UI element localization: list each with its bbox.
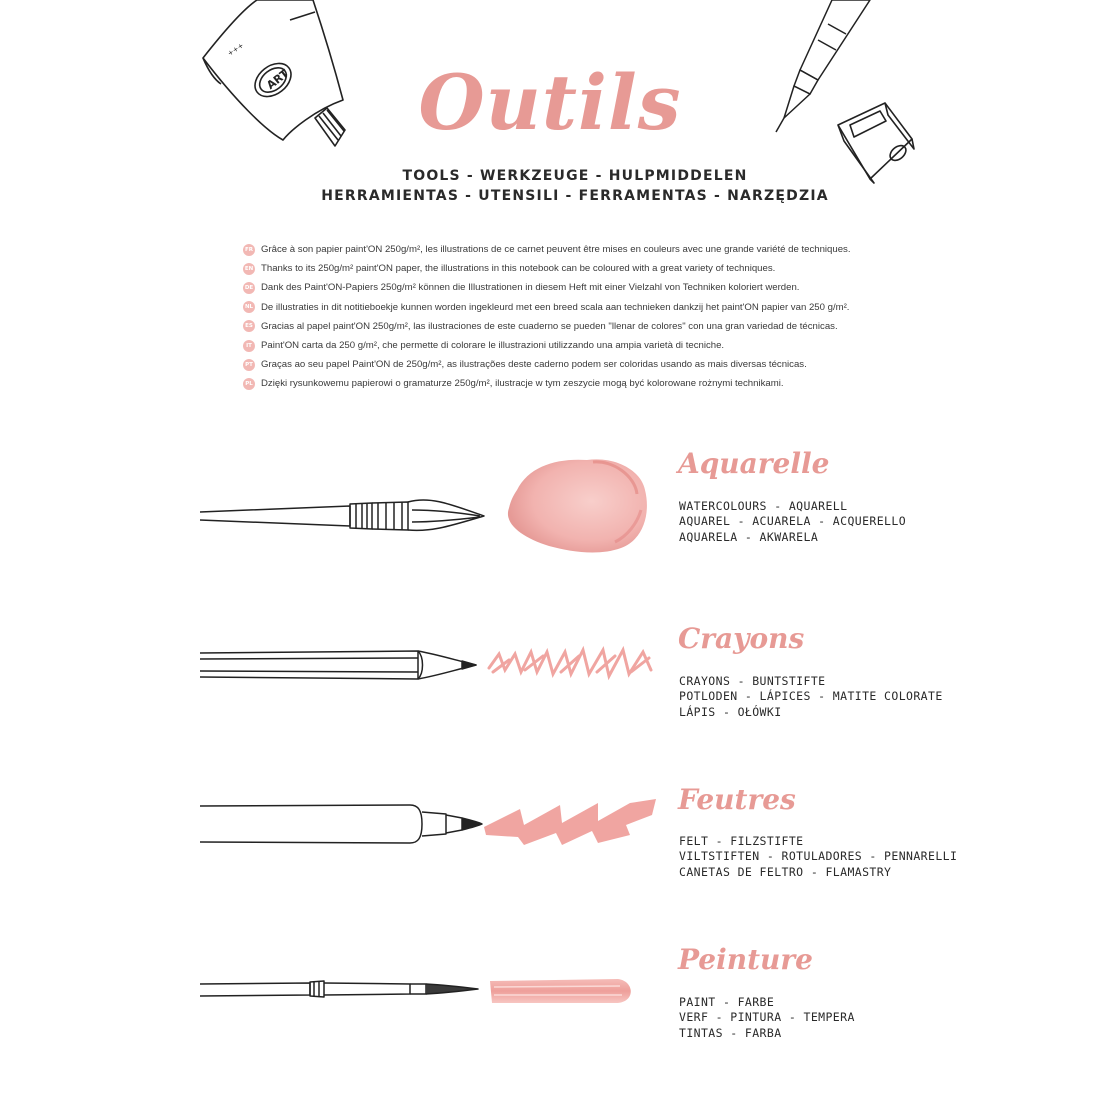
tool-line: PAINT - FARBE	[679, 995, 775, 1009]
intro-text: Dzięki rysunkowemu papierowi o gramaturze 250g/m², ilustracje w tym zeszycie mogą być kolorowane rożnymi technikami.	[261, 378, 784, 390]
language-badge: EN	[243, 263, 255, 275]
language-badge: IT	[243, 340, 255, 352]
tool-lines-feutres	[679, 834, 957, 880]
tool-line: AQUAREL - ACUARELA - ACQUERELLO	[679, 514, 907, 529]
tool-title-aquarelle: Aquarelle	[678, 447, 830, 480]
intro-text: Gracias al papel paint'ON 250g/m², las ilustraciones de este cuaderno se pueden "llenar de colores" con una gran variedad de técnicas.	[261, 320, 838, 332]
tube-label: ART	[264, 66, 292, 93]
intro-item-nl	[243, 298, 943, 317]
tool-line: TINTAS - FARBA	[679, 1025, 782, 1040]
intro-text: Thanks to its 250g/m² paint'ON paper, the illustrations in this notebook can be coloured with a great variety of techniques.	[261, 263, 776, 275]
tool-title-feutres: Feutres	[678, 783, 796, 816]
paint-swatch	[488, 975, 638, 1007]
intro-item-fr	[243, 240, 943, 259]
page-title: Outils	[418, 58, 682, 147]
tool-title-crayons: Crayons	[678, 622, 805, 655]
tool-line: WATERCOLOURS - AQUARELL	[679, 499, 848, 513]
intro-text: De illustraties in dit notitieboekje kunnen worden ingekleurd met een breed scala aan technieken dankzij het paint'ON papier van 250 g/m².	[261, 301, 850, 313]
watercolor-swatch	[495, 450, 655, 560]
tool-line: LÁPIS - OŁÓWKI	[679, 704, 782, 719]
tool-line: FELT - FILZSTIFTE	[679, 834, 804, 848]
intro-item-es	[243, 317, 943, 336]
intro-item-pt	[243, 355, 943, 374]
language-badge: NL	[243, 301, 255, 313]
tool-line: AQUARELA - AKWARELA	[679, 529, 819, 544]
intro-list	[243, 240, 943, 394]
tool-lines-crayons	[679, 674, 943, 720]
intro-item-de	[243, 278, 943, 297]
intro-item-en	[243, 259, 943, 278]
watercolor-brush-icon	[200, 490, 490, 540]
language-badge: DE	[243, 282, 255, 294]
pencil-icon	[200, 645, 480, 685]
intro-item-pl	[243, 374, 943, 393]
tool-line: VILTSTIFTEN - ROTULADORES - PENNARELLI	[679, 849, 958, 864]
intro-text: Grâce à son papier paint'ON 250g/m², les illustrations de ce carnet peuvent être mises en couleurs avec une grande variété de techniques.	[261, 244, 851, 256]
language-badge: FR	[243, 244, 255, 256]
tool-line: VERF - PINTURA - TEMPERA	[679, 1010, 855, 1025]
tool-lines-aquarelle	[679, 499, 906, 545]
felt-marker-icon	[200, 800, 485, 850]
intro-text: Paint'ON carta da 250 g/m², che permette di colorare le illustrazioni utilizzando una ampia varietà di tecniche.	[261, 340, 725, 352]
language-badge: ES	[243, 320, 255, 332]
intro-item-it	[243, 336, 943, 355]
tool-line: POTLODEN - LÁPICES - MATITE COLORATE	[679, 689, 943, 704]
intro-text: Graças ao seu papel Paint'ON de 250g/m², as ilustrações deste caderno podem ser coloridas usando as mais diversas técnicas.	[261, 359, 807, 371]
subtitle-line-2: HERRAMIENTAS - UTENSILI - FERRAMENTAS - NARZĘDZIA	[321, 188, 829, 204]
tool-lines-peinture	[679, 995, 855, 1041]
language-badge: PT	[243, 359, 255, 371]
intro-text: Dank des Paint'ON-Papiers 250g/m² können die Illustrationen in diesem Heft mit einer Vielzahl von Techniken koloriert werden.	[261, 282, 800, 294]
marker-swatch	[480, 795, 660, 855]
tube-marks: +++	[226, 41, 246, 58]
tool-title-peinture: Peinture	[678, 943, 813, 976]
tool-line: CRAYONS - BUNTSTIFTE	[679, 674, 826, 688]
language-badge: PL	[243, 378, 255, 390]
pencil-swatch	[485, 642, 660, 682]
subtitle-line-1: TOOLS - WERKZEUGE - HULPMIDDELEN	[402, 168, 748, 184]
tool-line: CANETAS DE FELTRO - FLAMASTRY	[679, 864, 892, 879]
paint-brush-icon	[200, 975, 480, 1005]
